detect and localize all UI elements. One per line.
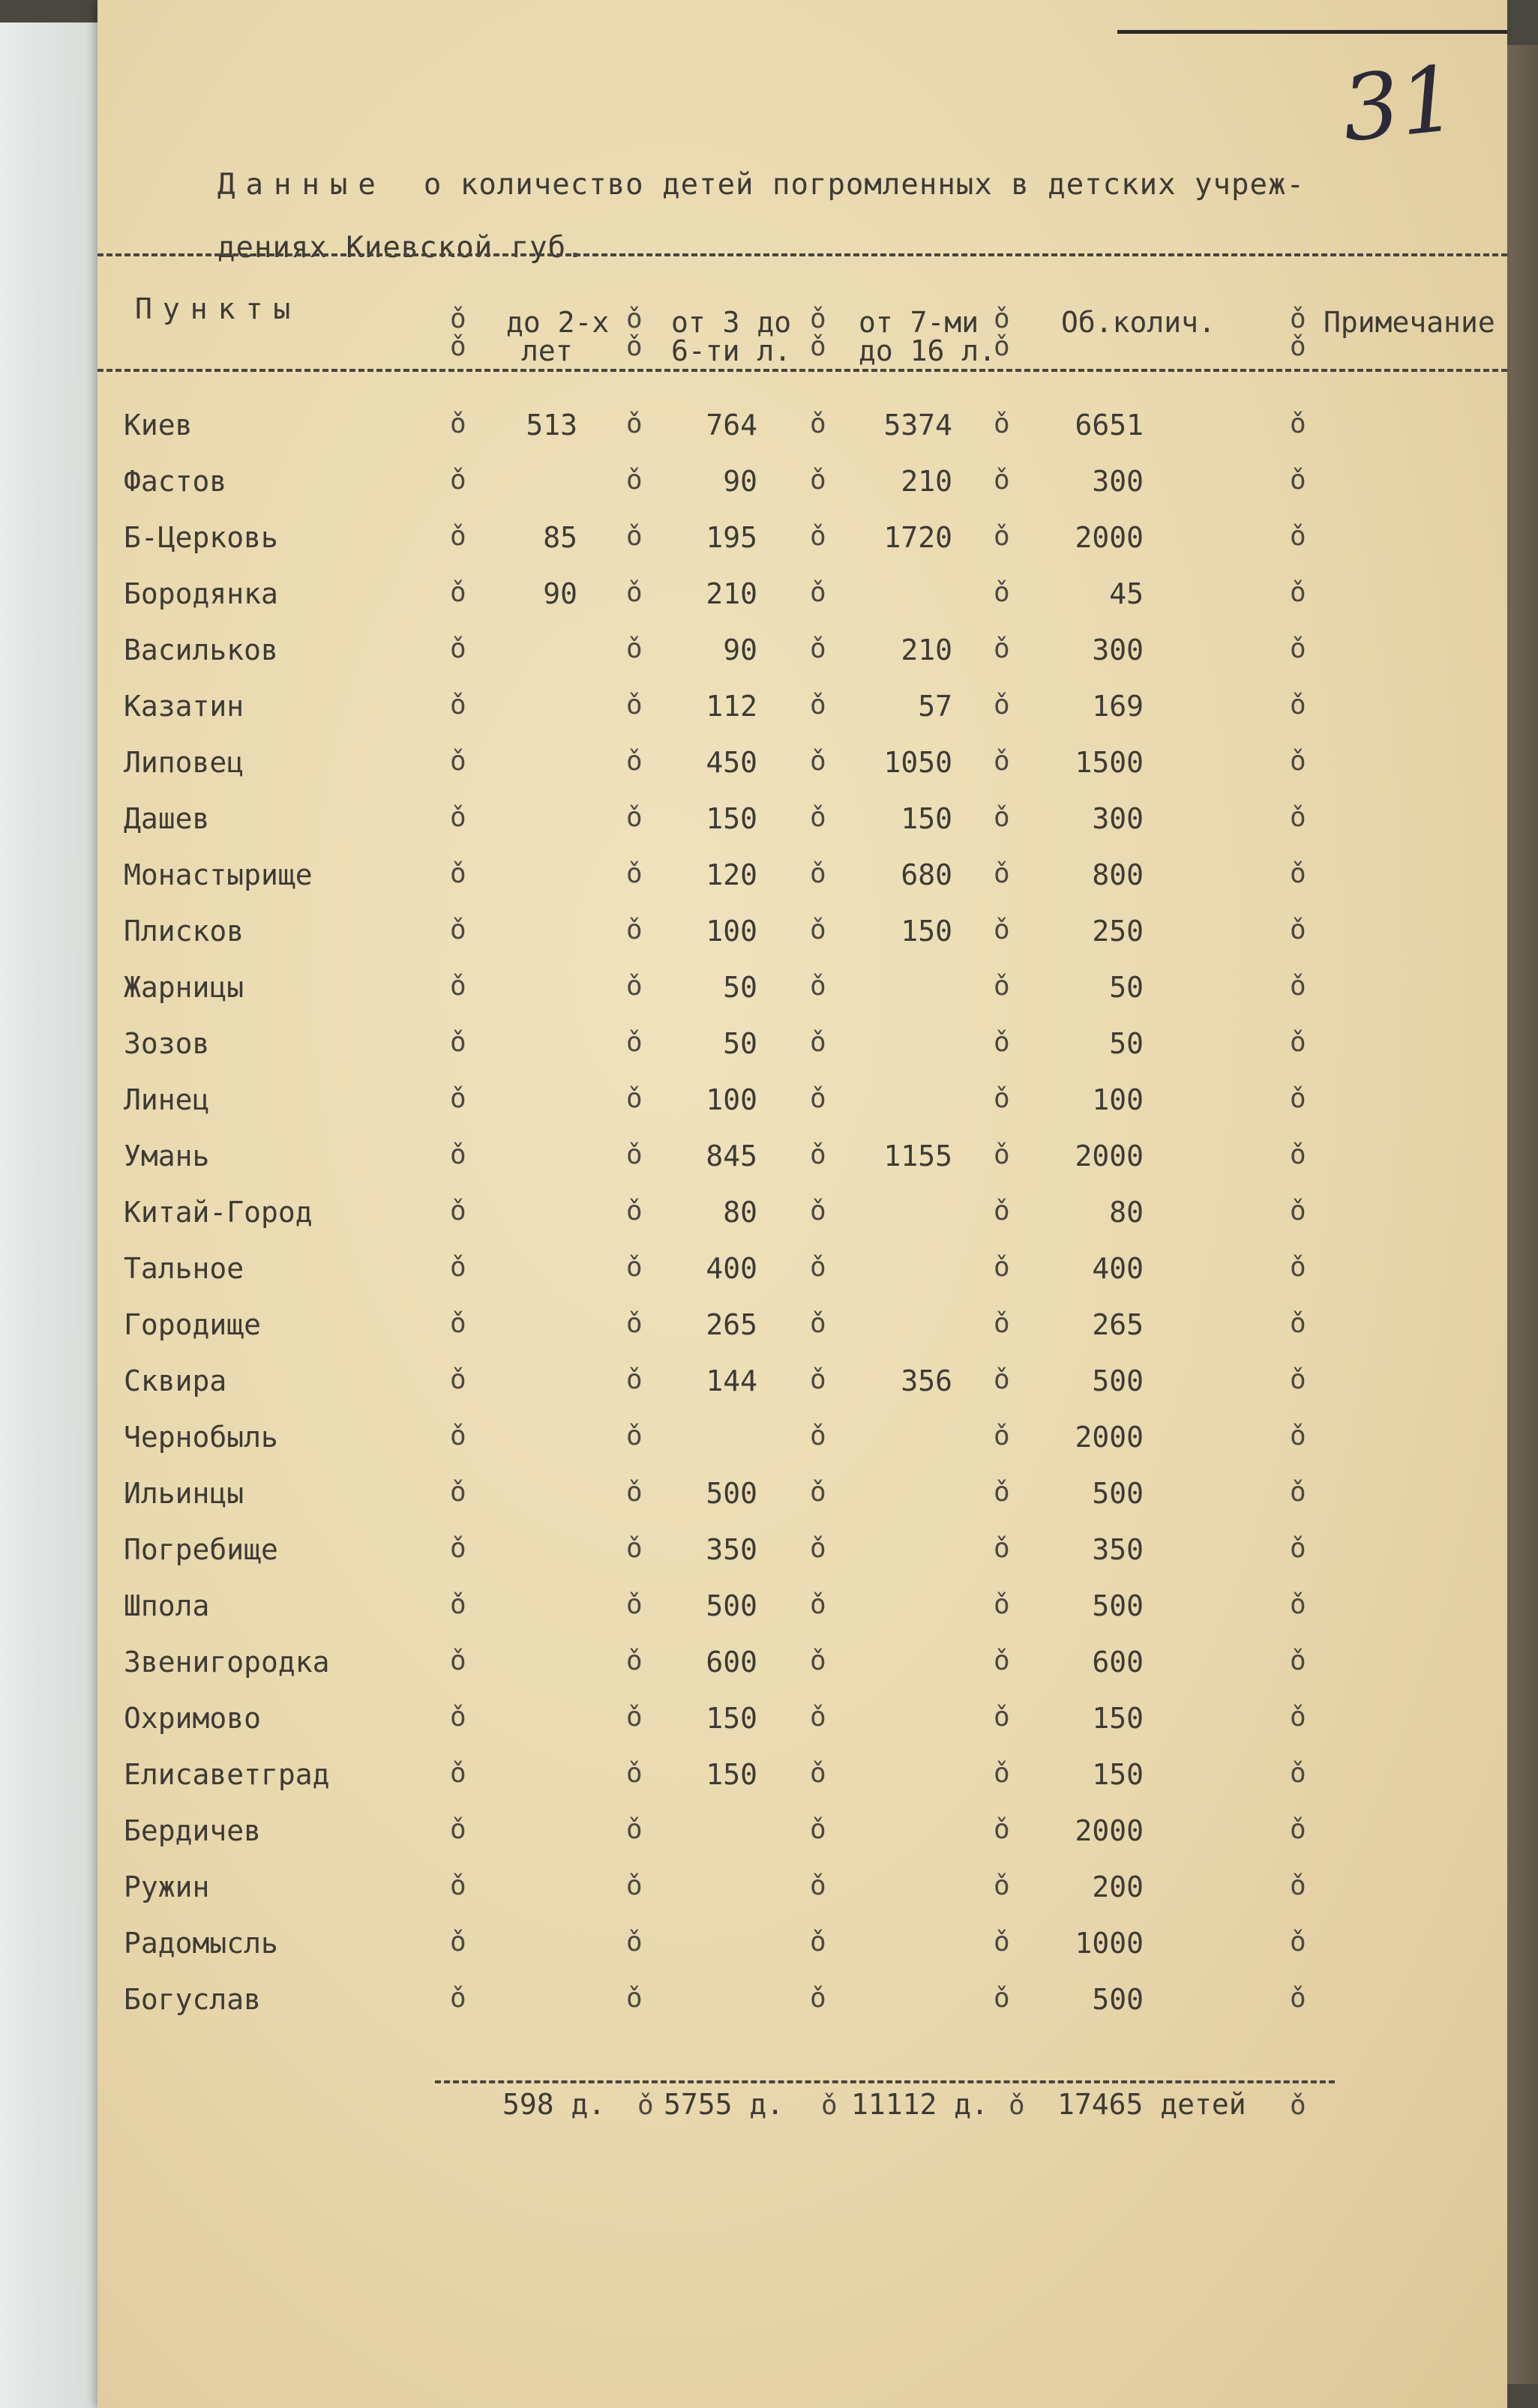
row-age-3-6: 845 [706,1140,757,1173]
row-place: Тальное [124,1252,244,1285]
row-separator-glyph: ǒ [1290,971,1306,1002]
row-age-3-6: 764 [706,409,757,442]
row-separator-glyph: ǒ [810,802,826,833]
row-separator-glyph: ǒ [994,858,1010,889]
column-header-note: Примечание [1324,306,1495,339]
row-separator-glyph: ǒ [994,633,1010,664]
row-total: 300 [1092,465,1144,498]
row-separator-glyph: ǒ [626,971,643,1002]
row-separator-glyph: ǒ [994,1196,1010,1226]
row-separator-glyph: ǒ [810,971,826,1002]
row-separator-glyph: ǒ [994,1477,1010,1508]
row-separator-glyph: ǒ [626,1083,643,1114]
row-age-3-6: 144 [706,1364,757,1397]
row-separator-glyph: ǒ [994,1364,1010,1395]
row-separator-glyph: ǒ [1290,521,1306,552]
row-separator-glyph: ǒ [994,1702,1010,1733]
row-total: 100 [1092,1083,1144,1116]
row-separator-glyph: ǒ [994,690,1010,720]
row-separator-glyph: ǒ [994,1252,1010,1283]
row-separator-glyph: ǒ [626,746,643,777]
row-separator-glyph: ǒ [450,1140,466,1170]
header-top-rule [97,253,1507,256]
row-place: Б-Церковь [124,521,278,554]
row-separator-glyph: ǒ [810,1196,826,1226]
total-all: 17465 детей [1057,2088,1246,2121]
row-separator-glyph: ǒ [810,1646,826,1676]
header-separator-glyph: ǒ [810,304,826,334]
row-place: Охримово [124,1702,262,1735]
total-separator-glyph: ǒ [821,2090,838,2121]
row-place: Линец [124,1083,210,1116]
row-separator-glyph: ǒ [450,1927,466,1957]
row-separator-glyph: ǒ [994,1308,1010,1339]
row-separator-glyph: ǒ [1290,577,1306,608]
row-separator-glyph: ǒ [994,1140,1010,1170]
header-separator-glyph: ǒ [450,331,466,362]
row-place: Липовец [124,746,244,779]
row-separator-glyph: ǒ [450,1196,466,1226]
header-separator-glyph: ǒ [626,304,643,334]
row-separator-glyph: ǒ [810,1702,826,1733]
row-separator-glyph: ǒ [994,1814,1010,1845]
row-separator-glyph: ǒ [810,1814,826,1845]
row-total: 250 [1092,915,1144,948]
row-separator-glyph: ǒ [1290,465,1306,496]
row-separator-glyph: ǒ [450,465,466,496]
row-separator-glyph: ǒ [626,858,643,889]
row-age-7-16: 680 [901,858,952,891]
row-separator-glyph: ǒ [810,1140,826,1170]
row-separator-glyph: ǒ [450,577,466,608]
row-separator-glyph: ǒ [994,802,1010,833]
row-separator-glyph: ǒ [810,690,826,720]
title-lead: Данные [217,168,386,202]
row-separator-glyph: ǒ [450,690,466,720]
row-separator-glyph: ǒ [810,1364,826,1395]
row-separator-glyph: ǒ [1290,1027,1306,1058]
row-separator-glyph: ǒ [626,577,643,608]
row-age-3-6: 90 [723,465,757,498]
row-age-7-16: 150 [901,915,952,948]
row-place: Жарницы [124,971,244,1004]
header-separator-glyph: ǒ [626,331,643,362]
row-separator-glyph: ǒ [1290,1533,1306,1564]
row-age-3-6: 50 [723,971,757,1004]
row-separator-glyph: ǒ [450,1252,466,1283]
row-separator-glyph: ǒ [1290,1983,1306,2014]
row-separator-glyph: ǒ [626,1870,643,1901]
row-separator-glyph: ǒ [626,1421,643,1451]
row-place: Бердичев [124,1814,262,1847]
row-place: Сквира [124,1364,227,1397]
row-separator-glyph: ǒ [626,1140,643,1170]
row-separator-glyph: ǒ [994,971,1010,1002]
column-header-age-0-2-line2: лет [521,334,573,367]
row-separator-glyph: ǒ [1290,915,1306,945]
row-separator-glyph: ǒ [626,1758,643,1789]
row-total: 150 [1092,1758,1144,1791]
row-separator-glyph: ǒ [626,1027,643,1058]
row-separator-glyph: ǒ [626,1814,643,1845]
row-separator-glyph: ǒ [626,1589,643,1620]
row-separator-glyph: ǒ [450,521,466,552]
row-separator-glyph: ǒ [450,971,466,1002]
row-separator-glyph: ǒ [1290,633,1306,664]
header-separator-glyph: ǒ [994,331,1010,362]
row-age-3-6: 450 [706,746,757,779]
row-total: 600 [1092,1646,1144,1679]
row-separator-glyph: ǒ [450,1477,466,1508]
row-separator-glyph: ǒ [626,521,643,552]
row-separator-glyph: ǒ [626,802,643,833]
row-place: Бородянка [124,577,278,610]
row-separator-glyph: ǒ [1290,1870,1306,1901]
row-separator-glyph: ǒ [810,577,826,608]
row-age-3-6: 120 [706,858,757,891]
row-separator-glyph: ǒ [1290,858,1306,889]
row-separator-glyph: ǒ [450,1646,466,1676]
row-age-3-6: 500 [706,1589,757,1622]
row-separator-glyph: ǒ [450,1589,466,1620]
row-separator-glyph: ǒ [450,858,466,889]
row-separator-glyph: ǒ [1290,1140,1306,1170]
row-total: 400 [1092,1252,1144,1285]
row-separator-glyph: ǒ [1290,409,1306,439]
row-separator-glyph: ǒ [450,1421,466,1451]
row-age-3-6: 80 [723,1196,757,1229]
row-age-3-6: 112 [706,690,757,723]
row-separator-glyph: ǒ [450,1533,466,1564]
row-place: Звенигородка [124,1646,330,1679]
row-separator-glyph: ǒ [810,1308,826,1339]
row-age-7-16: 57 [918,690,952,723]
row-separator-glyph: ǒ [1290,690,1306,720]
row-place: Ружин [124,1870,210,1903]
row-separator-glyph: ǒ [626,1702,643,1733]
total-separator-glyph: ǒ [1009,2090,1025,2121]
row-total: 50 [1109,971,1144,1004]
row-separator-glyph: ǒ [626,1477,643,1508]
row-place: Ильинцы [124,1477,244,1510]
row-age-3-6: 150 [706,1758,757,1791]
row-separator-glyph: ǒ [450,1308,466,1339]
row-separator-glyph: ǒ [994,1083,1010,1114]
row-total: 300 [1092,802,1144,835]
row-separator-glyph: ǒ [1290,746,1306,777]
row-separator-glyph: ǒ [994,1758,1010,1789]
row-age-7-16: 150 [901,802,952,835]
row-total: 500 [1092,1364,1144,1397]
row-separator-glyph: ǒ [1290,1927,1306,1957]
row-age-7-16: 5374 [883,409,952,442]
row-separator-glyph: ǒ [450,1870,466,1901]
column-header-age-3-6-line2: 6-ти л. [671,334,792,367]
row-total: 1500 [1075,746,1144,779]
row-separator-glyph: ǒ [450,1027,466,1058]
total-separator-glyph: ǒ [637,2090,654,2121]
row-separator-glyph: ǒ [626,1533,643,1564]
page-number: 31 [1337,46,1462,163]
column-header-age-7-16-line2: до 16 л. [859,334,997,367]
row-age-3-6: 50 [723,1027,757,1060]
row-age-3-6: 90 [723,633,757,666]
row-separator-glyph: ǒ [626,1196,643,1226]
row-total: 300 [1092,633,1144,666]
row-age-7-16: 210 [901,633,952,666]
row-place: Чернобыль [124,1421,278,1454]
header-separator-glyph: ǒ [810,331,826,362]
row-place: Елисаветград [124,1758,330,1791]
row-total: 350 [1092,1533,1144,1566]
row-separator-glyph: ǒ [1290,1758,1306,1789]
row-separator-glyph: ǒ [994,1421,1010,1451]
row-age-3-6: 400 [706,1252,757,1285]
header-separator-glyph: ǒ [450,304,466,334]
row-separator-glyph: ǒ [810,858,826,889]
row-separator-glyph: ǒ [626,1646,643,1676]
row-total: 1000 [1075,1927,1144,1960]
row-separator-glyph: ǒ [1290,1589,1306,1620]
row-separator-glyph: ǒ [994,409,1010,439]
column-header-age-0-2-line1: до 2-х [506,306,610,339]
row-separator-glyph: ǒ [626,1252,643,1283]
row-total: 2000 [1075,1140,1144,1173]
title-line-2: дениях Киевской губ. [217,231,585,265]
row-total: 200 [1092,1870,1144,1903]
column-header-age-7-16-line1: от 7-ми [859,306,979,339]
header-separator-glyph: ǒ [994,304,1010,334]
row-separator-glyph: ǒ [810,521,826,552]
row-separator-glyph: ǒ [810,1927,826,1957]
row-separator-glyph: ǒ [626,1308,643,1339]
row-place: Шпола [124,1589,210,1622]
row-age-7-16: 1155 [883,1140,952,1173]
row-separator-glyph: ǒ [1290,802,1306,833]
row-separator-glyph: ǒ [810,915,826,945]
document-title [217,154,1522,280]
row-total: 2000 [1075,1814,1144,1847]
totals-rule [435,2080,1335,2083]
row-total: 6651 [1075,409,1144,442]
header-separator-glyph: ǒ [1290,331,1306,362]
row-total: 80 [1109,1196,1144,1229]
row-separator-glyph: ǒ [626,1927,643,1957]
archival-document-page [97,0,1507,2408]
column-header-total: Об.колич. [1061,306,1216,339]
top-edge-rule [1117,30,1507,34]
row-separator-glyph: ǒ [994,521,1010,552]
row-separator-glyph: ǒ [1290,1421,1306,1451]
row-separator-glyph: ǒ [810,1252,826,1283]
header-separator-glyph: ǒ [1290,304,1306,334]
row-separator-glyph: ǒ [450,1983,466,2014]
row-separator-glyph: ǒ [1290,1646,1306,1676]
row-age-3-6: 500 [706,1477,757,1510]
row-separator-glyph: ǒ [810,1027,826,1058]
row-separator-glyph: ǒ [450,802,466,833]
row-place: Умань [124,1140,210,1173]
row-place: Фастов [124,465,227,498]
column-header-place: Пункты [135,292,301,325]
row-age-7-16: 210 [901,465,952,498]
row-separator-glyph: ǒ [1290,1252,1306,1283]
row-separator-glyph: ǒ [450,746,466,777]
row-place: Радомысль [124,1927,278,1960]
row-total: 45 [1109,577,1144,610]
row-separator-glyph: ǒ [994,1870,1010,1901]
total-age-3-6: 5755 д. [664,2088,784,2121]
title-line-1: о количество детей погромленных в детских учреж- [423,168,1305,202]
row-separator-glyph: ǒ [1290,1814,1306,1845]
row-age-0-2: 513 [526,409,577,442]
row-separator-glyph: ǒ [810,1870,826,1901]
row-total: 500 [1092,1589,1144,1622]
row-age-7-16: 356 [901,1364,952,1397]
row-place: Дашев [124,802,210,835]
row-place: Монастырище [124,858,313,891]
row-separator-glyph: ǒ [810,1421,826,1451]
row-age-3-6: 150 [706,802,757,835]
row-age-7-16: 1050 [883,746,952,779]
row-separator-glyph: ǒ [994,465,1010,496]
row-separator-glyph: ǒ [626,690,643,720]
row-separator-glyph: ǒ [626,409,643,439]
row-place: Городище [124,1308,262,1341]
row-place: Васильков [124,633,278,666]
underlying-sheet [0,22,105,2408]
row-age-3-6: 100 [706,1083,757,1116]
row-place: Плисков [124,915,244,948]
row-separator-glyph: ǒ [626,1983,643,2014]
row-separator-glyph: ǒ [994,915,1010,945]
header-bottom-rule [97,369,1507,372]
row-separator-glyph: ǒ [1290,1196,1306,1226]
row-separator-glyph: ǒ [994,1983,1010,2014]
row-separator-glyph: ǒ [450,1758,466,1789]
row-separator-glyph: ǒ [450,1702,466,1733]
row-separator-glyph: ǒ [810,1477,826,1508]
row-separator-glyph: ǒ [450,1083,466,1114]
row-age-0-2: 90 [543,577,577,610]
row-separator-glyph: ǒ [450,1814,466,1845]
row-separator-glyph: ǒ [626,633,643,664]
row-separator-glyph: ǒ [810,1983,826,2014]
row-total: 169 [1092,690,1144,723]
row-separator-glyph: ǒ [1290,1308,1306,1339]
row-place: Зозов [124,1027,210,1060]
row-separator-glyph: ǒ [810,1758,826,1789]
row-age-3-6: 100 [706,915,757,948]
row-total: 50 [1109,1027,1144,1060]
row-age-7-16: 1720 [883,521,952,554]
row-place: Погребище [124,1533,278,1566]
row-separator-glyph: ǒ [1290,1477,1306,1508]
row-separator-glyph: ǒ [810,1589,826,1620]
row-separator-glyph: ǒ [810,746,826,777]
row-separator-glyph: ǒ [626,1364,643,1395]
row-age-3-6: 600 [706,1646,757,1679]
row-age-3-6: 195 [706,521,757,554]
row-separator-glyph: ǒ [450,915,466,945]
row-separator-glyph: ǒ [1290,1702,1306,1733]
row-separator-glyph: ǒ [626,915,643,945]
row-place: Богуслав [124,1983,262,2016]
row-separator-glyph: ǒ [450,409,466,439]
row-separator-glyph: ǒ [994,1927,1010,1957]
row-separator-glyph: ǒ [994,1589,1010,1620]
column-header-age-3-6-line1: от 3 до [671,306,792,339]
row-separator-glyph: ǒ [810,1083,826,1114]
row-age-3-6: 265 [706,1308,757,1341]
row-separator-glyph: ǒ [810,465,826,496]
row-age-3-6: 150 [706,1702,757,1735]
row-age-0-2: 85 [543,521,577,554]
row-place: Китай-Город [124,1196,313,1229]
row-total: 2000 [1075,521,1144,554]
row-separator-glyph: ǒ [810,1533,826,1564]
total-age-7-16: 11112 д. [851,2088,989,2121]
row-separator-glyph: ǒ [1290,1083,1306,1114]
row-separator-glyph: ǒ [450,633,466,664]
row-total: 2000 [1075,1421,1144,1454]
row-place: Киев [124,409,193,442]
row-separator-glyph: ǒ [994,577,1010,608]
row-separator-glyph: ǒ [994,1646,1010,1676]
row-total: 150 [1092,1702,1144,1735]
row-separator-glyph: ǒ [450,1364,466,1395]
row-age-3-6: 210 [706,577,757,610]
row-separator-glyph: ǒ [994,1533,1010,1564]
row-separator-glyph: ǒ [994,1027,1010,1058]
row-separator-glyph: ǒ [810,409,826,439]
row-separator-glyph: ǒ [994,746,1010,777]
row-separator-glyph: ǒ [810,633,826,664]
row-total: 500 [1092,1477,1144,1510]
row-separator-glyph: ǒ [1290,1364,1306,1395]
row-total: 265 [1092,1308,1144,1341]
row-separator-glyph: ǒ [626,465,643,496]
total-separator-glyph: ǒ [1290,2090,1306,2121]
row-age-3-6: 350 [706,1533,757,1566]
row-total: 500 [1092,1983,1144,2016]
total-age-0-2: 598 д. [502,2088,606,2121]
row-total: 800 [1092,858,1144,891]
row-place: Казатин [124,690,244,723]
